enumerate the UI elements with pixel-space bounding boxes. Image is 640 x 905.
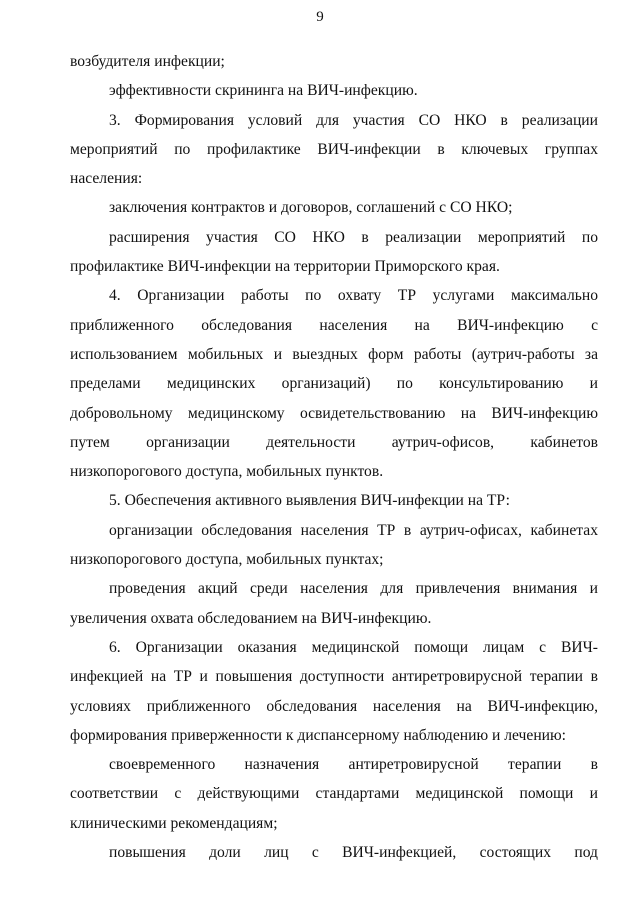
text-line: низкопорогового доступа, мобильных пунктах; (70, 551, 384, 569)
text-line: 5. Обеспечения активного выявления ВИЧ-инфекции на ТР: (109, 492, 510, 510)
text-line: пределами медицинских организаций) по консультированию и (70, 375, 598, 393)
text-line: возбудителя инфекции; (70, 53, 225, 70)
paragraph (70, 633, 598, 750)
paragraph (70, 486, 598, 515)
text-line: добровольному медицинскому освидетельствованию на ВИЧ-инфекцию (70, 404, 598, 422)
text-line: 6. Организации оказания медицинской помощи лицам с ВИЧ- (109, 638, 598, 656)
text-line: формирования приверженности к диспансерному наблюдению и лечению: (70, 726, 566, 744)
paragraph (70, 838, 598, 867)
paragraph (70, 281, 598, 486)
paragraph (70, 750, 598, 838)
paragraph (70, 106, 598, 194)
text-line: 3. Формирования условий для участия СО НКО в реализации (109, 111, 598, 129)
paragraph (70, 47, 598, 76)
text-line: условиях приближенного обследования населения на ВИЧ-инфекцию, (70, 697, 598, 715)
text-line: расширения участия СО НКО в реализации мероприятий по (109, 228, 598, 246)
text-line: приближенного обследования населения на ВИЧ-инфекцию с (70, 316, 598, 334)
paragraph (70, 76, 598, 105)
page-number: 9 (316, 9, 324, 25)
text-line: эффективности скрининга на ВИЧ-инфекцию. (109, 82, 418, 100)
text-line: населения: (70, 170, 143, 188)
text-line: увеличения охвата обследованием на ВИЧ-инфекцию. (70, 609, 432, 627)
text-line: мероприятий по профилактике ВИЧ-инфекции в ключевых группах (70, 140, 598, 158)
text-line: 4. Организации работы по охвату ТР услугами максимально (109, 287, 598, 305)
text-line: своевременного назначения антиретровирусной терапии в (109, 756, 598, 774)
text-line: низкопорогового доступа, мобильных пунктов. (70, 463, 384, 481)
document-body (70, 47, 598, 867)
paragraph (70, 223, 598, 282)
text-line: проведения акций среди населения для привлечения внимания и (109, 580, 598, 598)
paragraph (70, 516, 598, 575)
text-line: клиническими рекомендациям; (70, 814, 278, 832)
text-line: соответствии с действующими стандартами медицинской помощи и (70, 785, 598, 803)
text-line: инфекцией на ТР и повышения доступности антиретровирусной терапии в (70, 668, 598, 686)
text-line: повышения доли лиц с ВИЧ-инфекцией, состоящих под (109, 844, 598, 862)
text-line: использованием мобильных и выездных форм работы (аутрич-работы за (70, 345, 598, 363)
paragraph (70, 574, 598, 633)
text-line: путем организации деятельности аутрич-офисов, кабинетов (70, 433, 598, 451)
text-line: организации обследования населения ТР в аутрич-офисах, кабинетах (109, 521, 598, 539)
text-line: заключения контрактов и договоров, соглашений с СО НКО; (109, 199, 513, 217)
text-line: профилактике ВИЧ-инфекции на территории Приморского края. (70, 258, 500, 276)
paragraph (70, 193, 598, 222)
